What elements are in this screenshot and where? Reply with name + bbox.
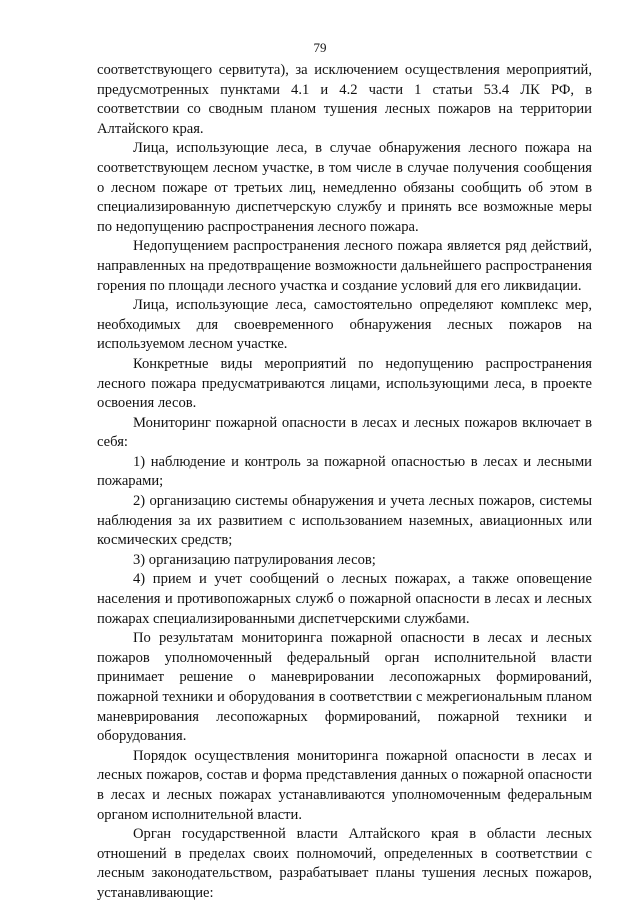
paragraph-fire-plans: Орган государственной власти Алтайского края в области лесных отношений в пределах своих полномочий, определенных в соответствии с лесным законодательством, разрабатывает планы тушения лесных пожаров, устанавливающие: [97, 826, 592, 901]
paragraph-monitoring-results: По результатам мониторинга пожарной опасности в лесах и лесных пожаров уполномоченный федеральный орган исполнительной власти принимает решение о маневрировании лесопожарных формирований, пожарной техники и оборудования в соответствии с межрегиональным планом маневрирования лесопожарных формирований, пожарной техники и оборудования. [97, 630, 592, 745]
body-text [97, 61, 592, 904]
list-item-3: 3) организацию патрулирования лесов; [133, 551, 376, 568]
list-item-1: 1) наблюдение и контроль за пожарной опасностью в лесах и лесными пожарами; [97, 453, 592, 490]
paragraph-monitoring-procedure: Порядок осуществления мониторинга пожарной опасности в лесах и лесных пожаров, состав и форма представления данных о пожарной опасности в лесах и лесных пожарах устанавливаются уполномоченным федеральным органом исполнительной власти. [97, 747, 592, 823]
page-number: 79 [313, 40, 327, 55]
paragraph-fire-detection-duty: Лица, использующие леса, в случае обнаружения лесного пожара на соответствующем лесном участке, в том числе в случае получения сообщения о лесном пожаре от третьих лиц, немедленно обязаны сообщить об этом в специализированную диспетчерскую службу и принять все возможные меры по недопущению распространения лесного пожара. [97, 140, 592, 235]
paragraph-monitoring-includes: Мониторинг пожарной опасности в лесах и лесных пожаров включает в себя: [97, 414, 592, 451]
paragraph-forest-development-project: Конкретные виды мероприятий по недопущению распространения лесного пожара предусматриваются лицами, использующими леса, в проекте освоения лесов. [97, 355, 592, 412]
paragraph-detection-measures: Лица, использующие леса, самостоятельно определяют комплекс мер, необходимых для своевременного обнаружения лесных пожаров на используемом лесном участке. [97, 297, 592, 353]
paragraph-servitude-continuation: соответствующего сервитута), за исключением осуществления мероприятий, предусмотренных пунктами 4.1 и 4.2 части 1 статьи 53.4 ЛК РФ, в соответствии со сводным планом тушения лесных пожаров на территории Алтайского края. [97, 62, 592, 137]
list-item-2: 2) организацию системы обнаружения и учета лесных пожаров, системы наблюдения за их развитием с использованием наземных, авиационных или космических средств; [97, 493, 592, 549]
paragraph-spread-prevention-definition: Недопущением распространения лесного пожара является ряд действий, направленных на предотвращение возможности дальнейшего распространения горения по площади лесного участка и создание условий для его ликвидации. [97, 238, 592, 294]
list-item-4: 4) прием и учет сообщений о лесных пожарах, а также оповещение населения и противопожарных служб о пожарной опасности в лесах и лесных пожарах специализированными диспетчерскими службами. [97, 571, 592, 627]
